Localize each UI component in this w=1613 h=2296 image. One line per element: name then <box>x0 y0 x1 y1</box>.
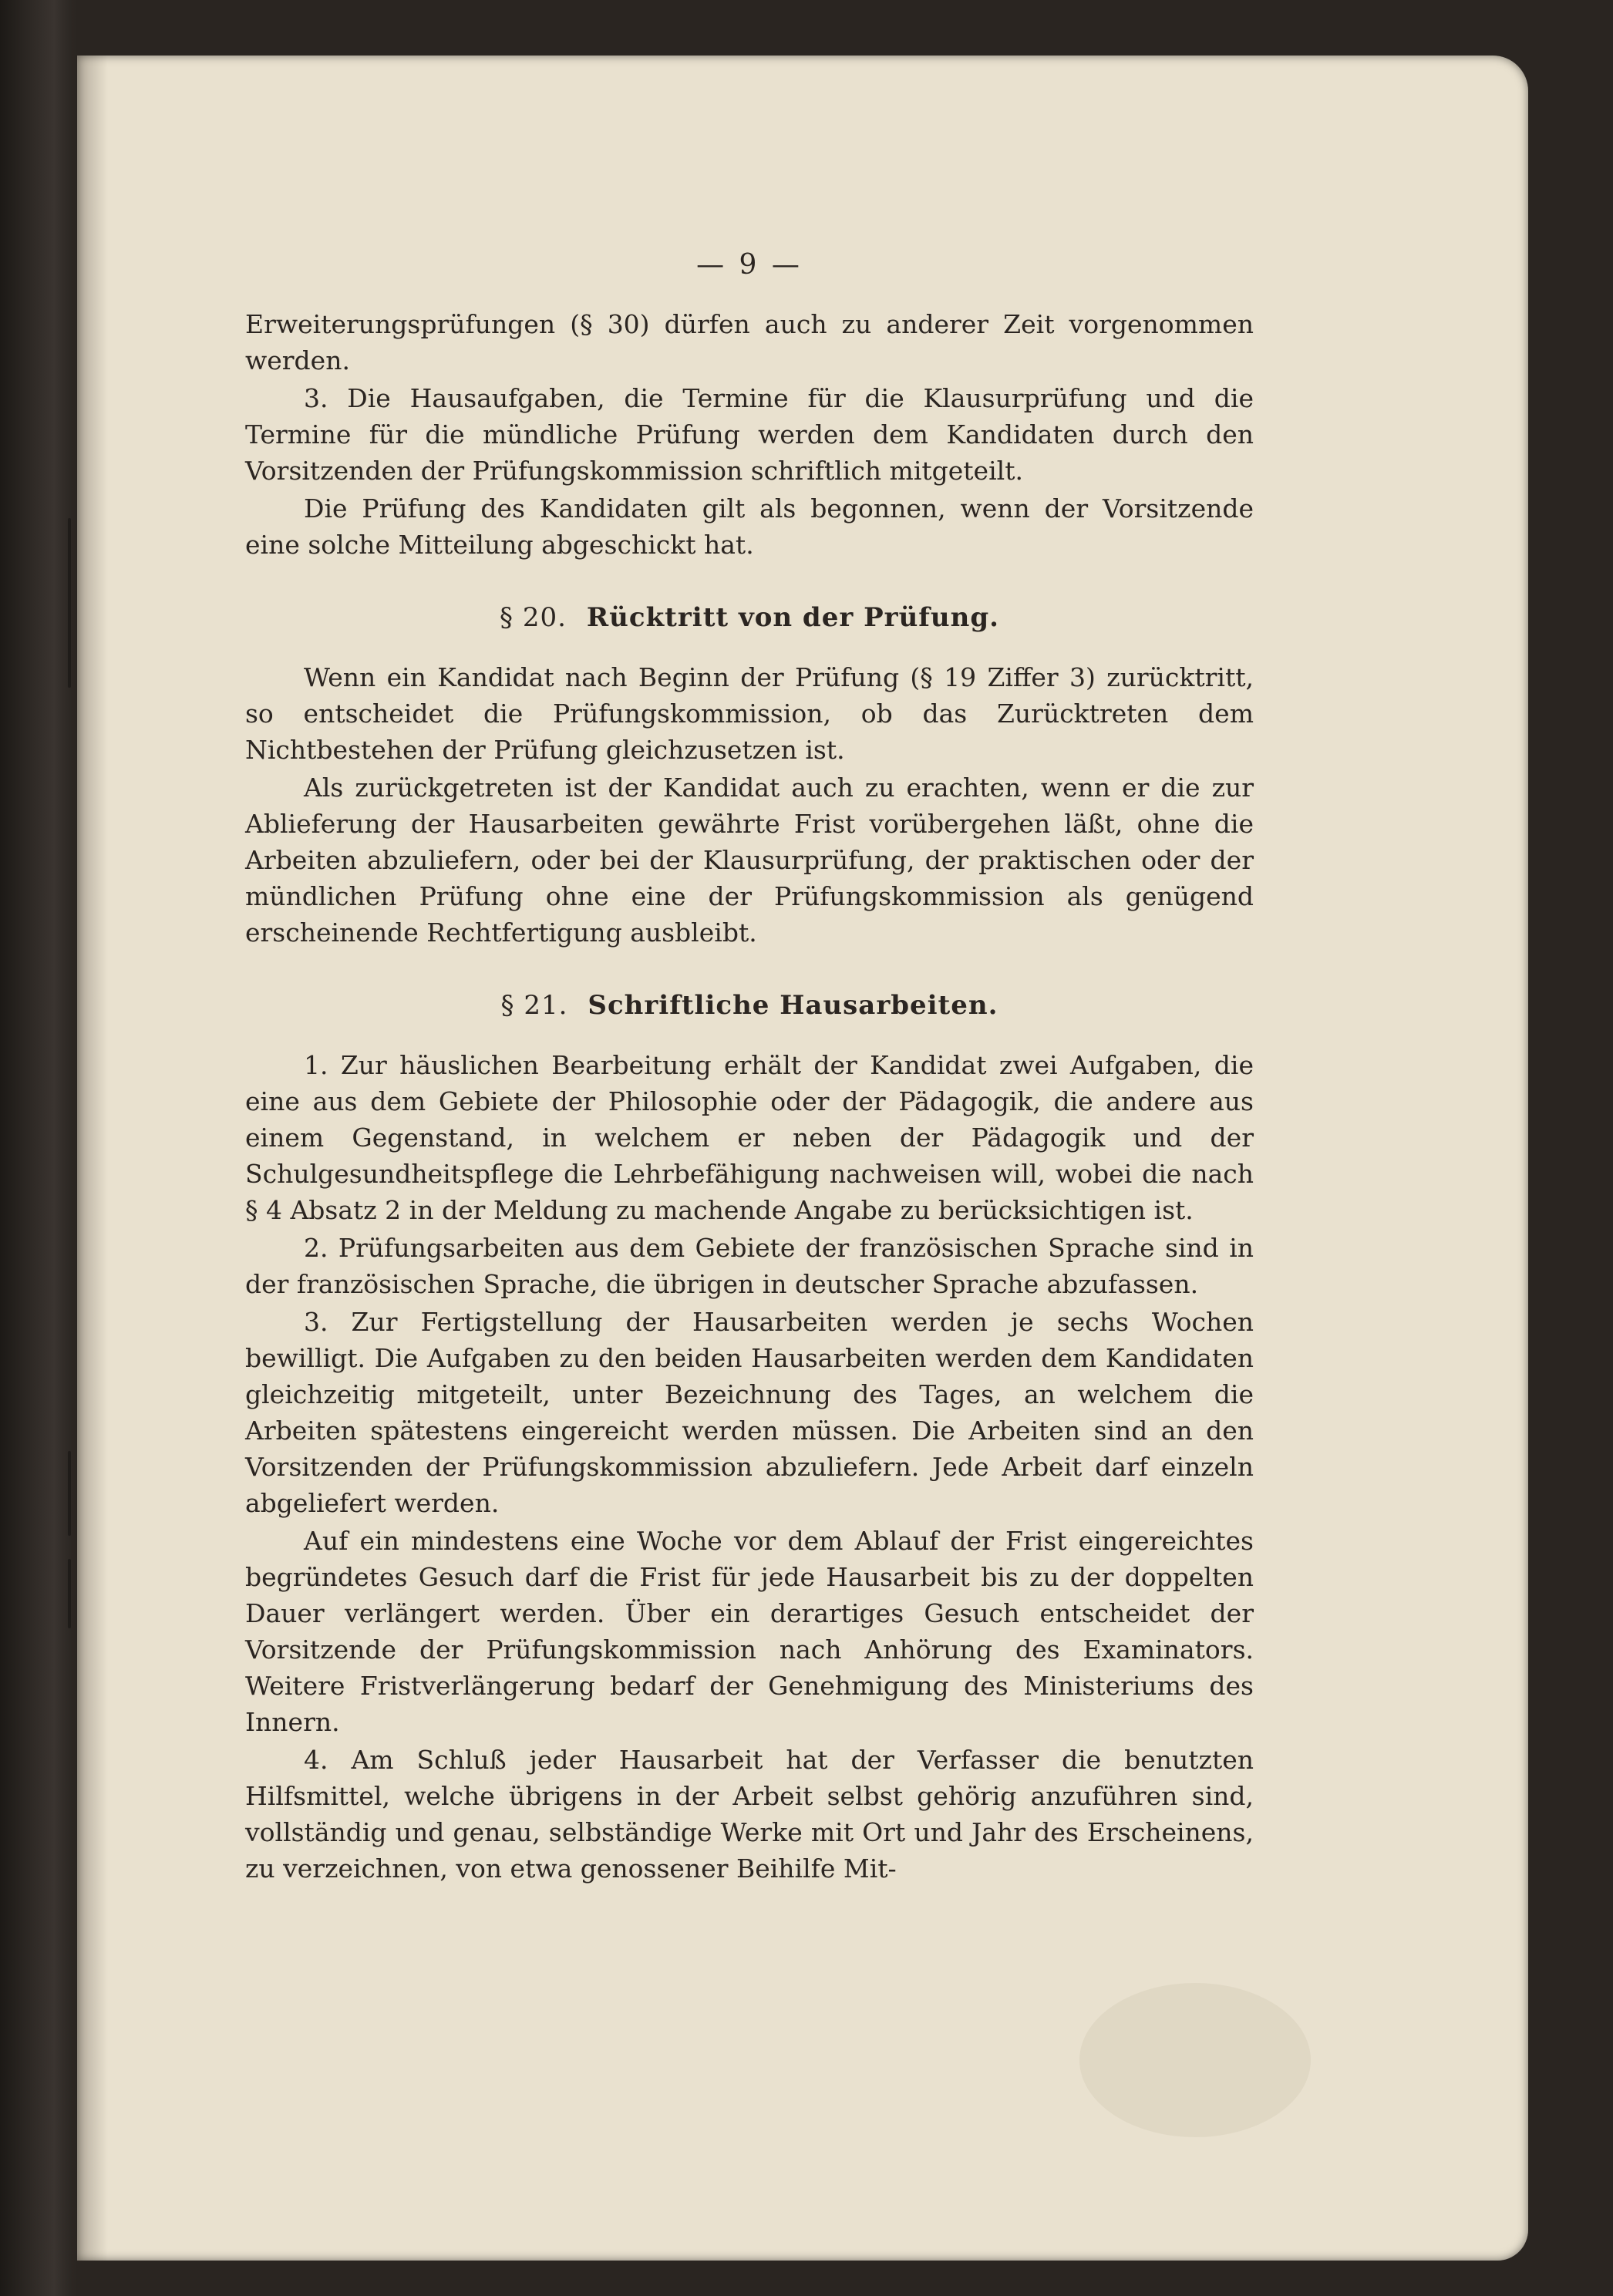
paragraph: Erweiterungsprüfungen (§ 30) dürfen auch zu anderer Zeit vorgenommen werden. <box>245 309 1254 375</box>
binding-mark <box>68 1451 71 1536</box>
paragraph: 3. Zur Fertigstellung der Hausarbeiten werden je sechs Wochen bewilligt. Die Aufgaben zu den beiden Hausarbeiten werden dem Kandidaten gleichzeitig mitgeteilt, unter Bezeichnung des Tages, an welchem die Arbeiten spätestens eingereicht werden müssen. Die Arbeiten sind an den Vorsitzenden der Prüfungskommission abzuliefern. Jede Arbeit darf einzeln abgeliefert werden. <box>245 1307 1254 1518</box>
paragraph: Die Prüfung des Kandidaten gilt als begonnen, wenn der Vorsitzende eine solche Mitteilung abgeschickt hat. <box>245 493 1254 560</box>
binding-mark <box>68 518 71 688</box>
section-heading <box>245 988 1254 1024</box>
section-number: § 21. <box>500 990 568 1021</box>
binding-mark <box>68 1559 71 1628</box>
paragraph: 2. Prüfungsarbeiten aus dem Gebiete der französischen Sprache sind in der französischen Sprache, die übrigen in deutscher Sprache abzufassen. <box>245 1233 1254 1299</box>
paragraph: 1. Zur häuslichen Bearbeitung erhält der Kandidat zwei Aufgaben, die eine aus dem Gebiete der Philosophie oder der Pädagogik, die andere aus einem Gegenstand, in welchem er neben der Pädagogik und der Schulgesundheitspflege die Lehrbefähigung nachweisen will, wobei die nach § 4 Absatz 2 in der Meldung zu machende Angabe zu berücksichtigen ist. <box>245 1050 1254 1225</box>
section-title: Schriftliche Hausarbeiten. <box>588 990 998 1021</box>
section-heading <box>245 600 1254 636</box>
page-gutter-shadow <box>77 56 108 2261</box>
page-text <box>245 247 1254 1888</box>
section-title: Rücktritt von der Prüfung. <box>586 602 999 633</box>
paragraph: Als zurückgetreten ist der Kandidat auch zu erachten, wenn er die zur Ablieferung der Hausarbeiten gewährte Frist vorübergehen läßt, ohne die Arbeiten abzuliefern, oder bei der Klausurprüfung, der praktischen oder der mündlichen Prüfung ohne eine der Prüfungskommission als genügend erscheinende Rechtfertigung ausbleibt. <box>245 773 1254 948</box>
paragraph: Auf ein mindestens eine Woche vor dem Ablauf der Frist eingereichtes begründetes Gesuch darf die Frist für jede Hausarbeit bis zu der doppelten Dauer verlängert werden. Über ein derartiges Gesuch entscheidet der Vorsitzende der Prüfungskommission nach Anhörung des Examinators. Weitere Fristverlängerung bedarf der Genehmigung des Ministeriums des Innern. <box>245 1526 1254 1737</box>
paper-stain <box>1079 1983 1311 2137</box>
paragraph: 3. Die Hausaufgaben, die Termine für die Klausurprüfung und die Termine für die mündliche Prüfung werden dem Kandidaten durch den Vorsitzenden der Prüfungskommission schriftlich mitgeteilt. <box>245 383 1254 486</box>
section-number: § 20. <box>500 602 567 633</box>
paragraph: Wenn ein Kandidat nach Beginn der Prüfung (§ 19 Ziffer 3) zurücktritt, so entscheidet die Prüfungskommission, ob das Zurücktreten dem Nichtbestehen der Prüfung gleichzusetzen ist. <box>245 662 1254 765</box>
page-number: — 9 — <box>696 249 803 281</box>
paragraph: 4. Am Schluß jeder Hausarbeit hat der Verfasser die benutzten Hilfsmittel, welche übrigens in der Arbeit selbst gehörig anzuführen sind, vollständig und genau, selbständige Werke mit Ort und Jahr des Erscheinens, zu verzeichnen, von etwa genossener Beihilfe Mit- <box>245 1745 1254 1884</box>
